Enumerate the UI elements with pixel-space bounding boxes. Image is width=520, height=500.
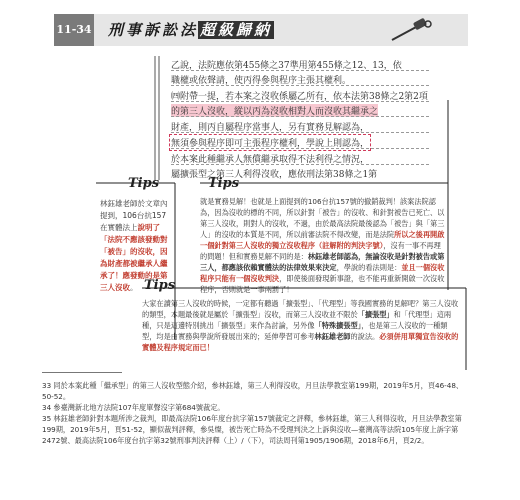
page-number: 11-34 [54, 14, 94, 46]
note-line: 財產，則丙自屬程序當事人，另有實務見解認為， [171, 123, 370, 133]
footnote: 33 同於本案此種「繼承型」的第三人沒收型態介紹，參林鈺雄，第三人利得沒收，月旦法學教室第199期，2019年5月，頁46-48、50-52。 [42, 381, 464, 401]
book-title-main: 刑事訴訟法 [108, 21, 199, 39]
tip-bottom-p6: 林鈺雄老師 [314, 332, 351, 341]
gavel-icon [388, 18, 434, 44]
tip-bottom-p8: 必須併用單獨宣告沒收的實體及程序規定而已！ [142, 332, 459, 352]
note-line: 乙說，法院應依第455條之37準用第455條之12、13，依 [171, 61, 402, 71]
tip-main-p3: ，沒有一事不再理的問題！但和實務見解不同的是： [200, 241, 441, 261]
note-line: 屬擴張型之第三人利得沒收，應依刑法第38條之1第 [171, 170, 378, 180]
note-line: ㈣附帶一提，若本案之沒收係屬乙所有，依本法第38條之2第2項 [171, 92, 428, 102]
tip-label: Tips [208, 176, 240, 191]
book-title [108, 19, 274, 40]
page-header [54, 14, 468, 46]
note-line: 無須參與程序即可主張程序權利，學說上則認為， [171, 136, 369, 149]
tip-main-text [200, 196, 445, 295]
tip-main-p6: 並且一個沒收程序只能有一個沒收判決 [200, 263, 445, 283]
tip-bottom-p2: 「擴張型」 [357, 310, 394, 319]
tip-small-emphasis: 說明了「法院不應該發動對「被告」的沒收，因為財產都被繼承人繼承了！應發動的是第三人沒收 [100, 223, 168, 292]
footnote: 34 參臺灣新北地方法院107年度單聲沒字第684號裁定。 [42, 403, 225, 412]
note-line: 職權或依聲請，使丙得參與程序主張其權利。 [171, 76, 352, 86]
footnote-rule [42, 372, 122, 373]
note-line: 的第三人沒收，縱以丙為沒收相對人而沒收其繼承之 [171, 104, 378, 117]
tip-small-plain: 林鈺雄老師於文章內提到，106台抗157在實體法上 [100, 199, 168, 232]
tip-bottom-p3: 和「代理型」這兩種，只是這邊特別挑出「擴張型」來作為討論，另外像 [142, 310, 452, 330]
tip-bottom-p5: ，也是第三人沒收的一種類型，均是由實務與學說所發展出來的；延伸學習可參考 [142, 321, 448, 341]
tip-bottom-text [142, 298, 460, 353]
footnotes [42, 380, 472, 446]
tip-bottom-p4: 「特殊擴張型」 [314, 321, 362, 330]
tip-main-p4: 林鈺雄老師認為，無論沒收是針對被告或第三人，都應該依賴實體法的法律效果來決定 [200, 252, 445, 272]
tip-label: Tips [144, 278, 176, 293]
footnote: 35 林鈺雄老師針對本題所涉之裁判，即最高法院106年度台抗字第157號裁定之評釋，參林鈺雄，第三人利得沒收，月旦法學教室第199期，2019年5月，頁51-52，顯似裁判評釋，參吳燦，被告死亡時為不受理判決之上訴與沒收—臺灣高等法院105年度上訴字第2472號、最高法院106年度台抗字第32號刑事判決評釋（上）/（下），司法周刊第1905/1906期，2018年6月，頁2/2。 [42, 414, 462, 445]
title-strip [94, 14, 468, 46]
tip-main-p7: ，即使後面發現新事證，也不能再重新開啟一次沒收程序，否則就是一事兩罰了！ [200, 274, 445, 294]
tip-main-p2: 所以之後再開啟一個針對第三人沒收的獨立沒收程序（註解附的判決字號） [200, 230, 445, 250]
book-title-highlight: 超級歸納 [200, 21, 273, 39]
note-line: 於本案此種繼承人無償繼承取得不法利得之情況， [171, 155, 370, 165]
tip-bottom-p1: 大家在讀第三人沒收的時候，一定都有聽過「擴張型」、「代理型」等我國實務的見解吧？第三人沒收的類型，本題最後就是屬於「擴張型」沒收，而第三人沒收並不限於 [142, 299, 459, 319]
notes-box [135, 56, 435, 180]
tip-small-end: 。 [130, 283, 138, 292]
tip-bottom-p7: 的說法。 [350, 332, 380, 341]
tip-main-p1: 就是實務見解！也就是上面提到的106台抗157號的撤銷裁判！該案法院認為，因為沒收的標的不同，所以針對「被告」的沒收、和針對被告已死亡、以第三人沒收，則對人的沒收，不過，由於最高法院最後認為「被告」與「第三人」的沒收的本質是不同，所以前審法院不得改變，而是法院 [200, 197, 445, 239]
tip-main [200, 176, 445, 294]
tip-main-p5: ，學說的看法則是： [336, 263, 402, 272]
tip-label: Tips [128, 176, 160, 191]
